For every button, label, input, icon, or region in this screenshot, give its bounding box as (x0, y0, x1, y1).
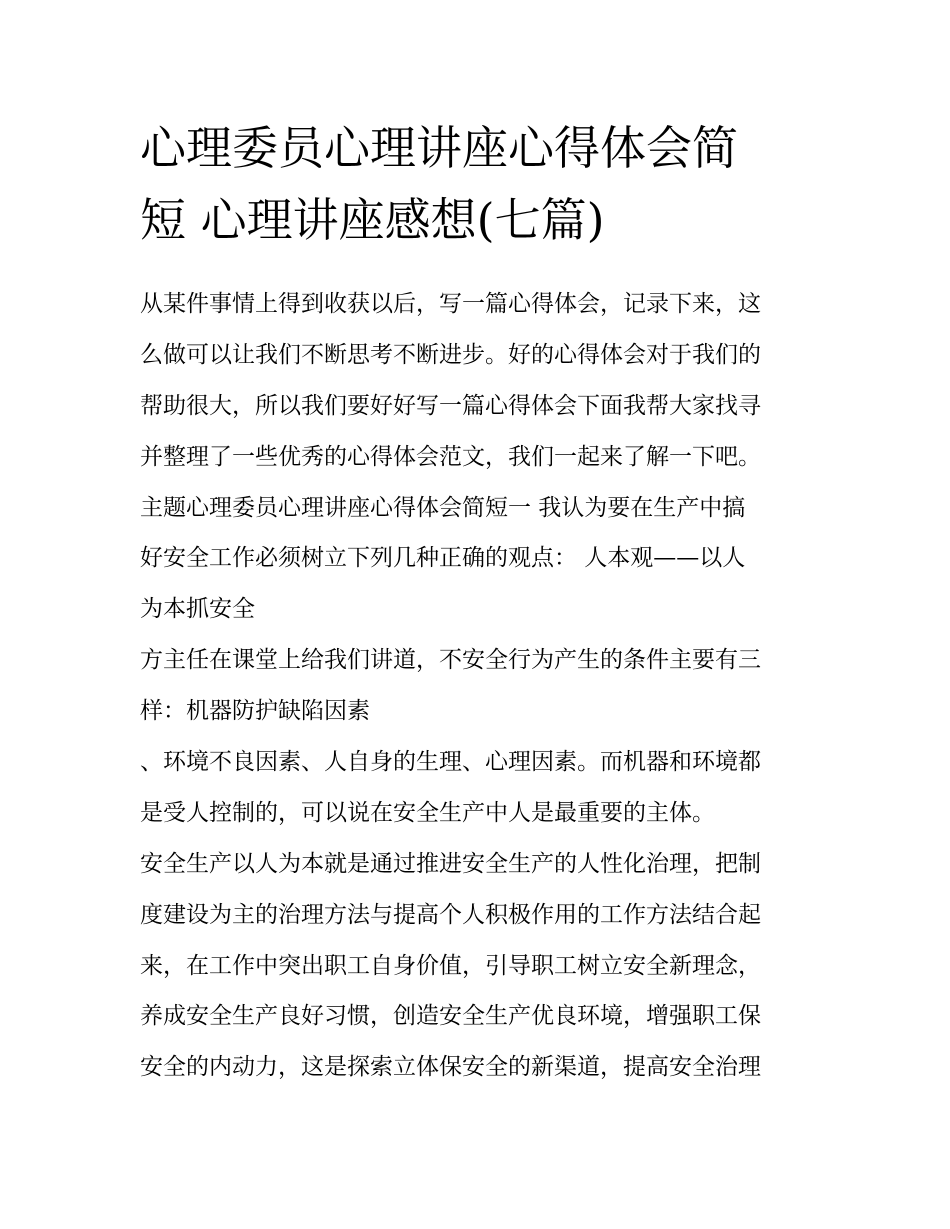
body-line: 来，在工作中突出职工自身价值，引导职工树立安全新理念， (140, 952, 761, 979)
body-line: 主题心理委员心理讲座心得体会简短一 我认为要在生产中搞 (140, 494, 746, 521)
body-line: 度建设为主的治理方法与提高个人积极作用的工作方法结合起 (140, 901, 761, 928)
body-line: 安全的内动力，这是探索立体保安全的新渠道，提高安全治理 (140, 1054, 761, 1081)
body-line: 从某件事情上得到收获以后，写一篇心得体会，记录下来，这 (140, 291, 761, 317)
body-line: 是受人控制的，可以说在安全生产中人是最重要的主体。 (140, 799, 715, 826)
body-line: 为本抓安全 (140, 596, 255, 623)
body-line: 么做可以让我们不断思考不断进步。好的心得体会对于我们的 (140, 341, 761, 368)
body-line: 安全生产以人为本就是通过推进安全生产的人性化治理，把制 (140, 850, 761, 877)
body-line: 并整理了一些优秀的心得体会范文，我们一起来了解一下吧。 (140, 443, 761, 470)
body-line: 样：机器防护缺陷因素 (140, 698, 370, 725)
body-line: 方主任在课堂上给我们讲道，不安全行为产生的条件主要有三 (140, 647, 761, 674)
title-line: 短 心理讲座感想(七篇) (140, 193, 605, 247)
document-title (140, 112, 820, 256)
title-line: 心理委员心理讲座心得体会简 (140, 121, 738, 175)
body-line: 帮助很大，所以我们要好好写一篇心得体会下面我帮大家找寻 (140, 392, 761, 419)
body-line: 好安全工作必须树立下列几种正确的观点： 人本观——以人 (140, 545, 746, 572)
document-body (140, 279, 820, 1093)
body-line: 养成安全生产良好习惯，创造安全生产优良环境，增强职工保 (140, 1003, 761, 1030)
body-line: 、环境不良因素、人自身的生理、心理因素。而机器和环境都 (140, 749, 761, 776)
